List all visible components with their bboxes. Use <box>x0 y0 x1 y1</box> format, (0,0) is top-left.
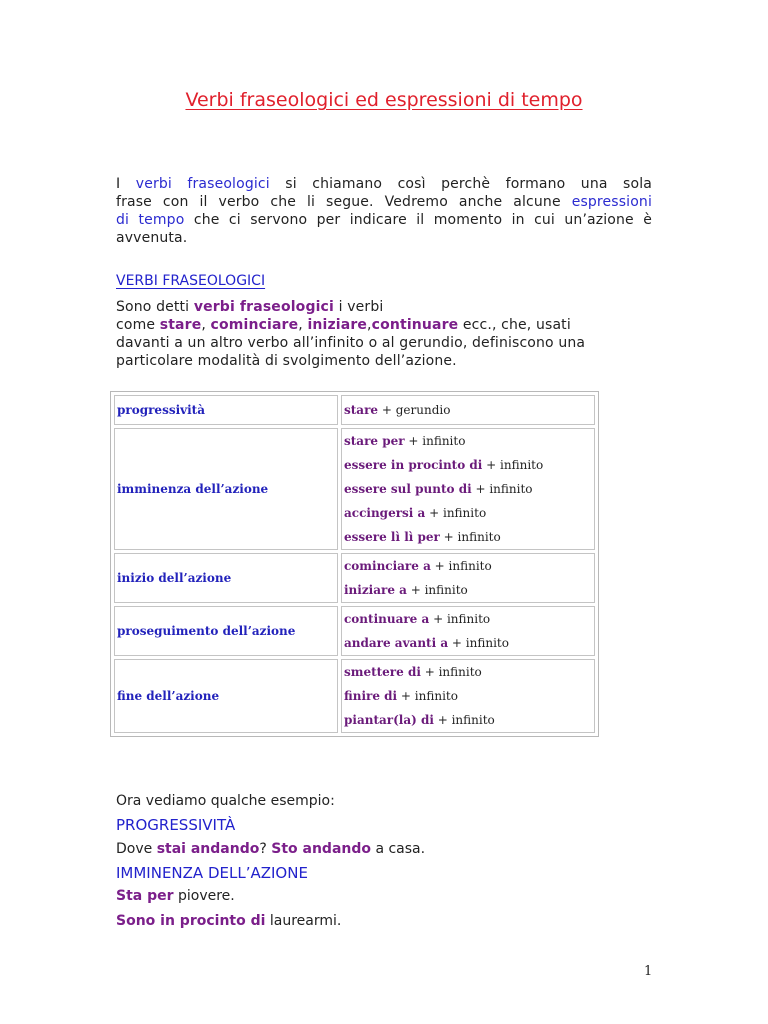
def-line-2 <box>116 316 652 334</box>
verb-entry <box>344 631 592 655</box>
def-text: ecc., che, usati <box>458 317 571 333</box>
example-heading-imminenza: IMMINENZA DELL’AZIONE <box>116 864 308 882</box>
def-text: come <box>116 317 160 333</box>
verb-entry <box>344 501 592 525</box>
verb-iniziare: iniziare <box>307 317 368 333</box>
example-text: ? <box>259 841 272 857</box>
verb-part: piantar(la) di <box>344 713 434 727</box>
row-values <box>341 606 595 656</box>
verb-continuare: continuare <box>371 317 459 333</box>
verb-complement: + infinito <box>482 458 544 472</box>
keyword-di-tempo: di tempo <box>116 212 185 228</box>
verb-complement: + infinito <box>448 636 509 650</box>
verb-entry <box>344 578 592 602</box>
example-sentence-dove <box>116 841 425 857</box>
verb-part: iniziare a <box>344 583 407 597</box>
verb-part: stare <box>344 403 379 417</box>
intro-line-3 <box>116 211 652 229</box>
verb-part: essere lì lì per <box>344 530 440 544</box>
def-line-3: davanti a un altro verbo all’infinito o al gerundio, definiscono una <box>116 335 586 351</box>
row-values <box>341 395 595 425</box>
verb-complement: + infinito <box>404 434 466 448</box>
verb-part: cominciare a <box>344 559 431 573</box>
definition-paragraph <box>116 298 652 370</box>
verb-complement: + infinito <box>420 665 482 679</box>
verb-entry <box>344 708 592 732</box>
row-label: inizio dell’azione <box>114 553 338 603</box>
example-sentence-sta-per <box>116 888 235 904</box>
intro-line-2 <box>116 193 652 211</box>
intro-paragraph <box>116 175 652 247</box>
verb-complement: + infinito <box>429 612 491 626</box>
keyword-verbi-fraseologici: verbi fraseologici <box>135 176 270 192</box>
def-line-1 <box>116 298 652 316</box>
def-text: , <box>298 317 308 333</box>
row-values <box>341 659 595 733</box>
def-text: Sono detti <box>116 299 194 315</box>
verb-complement: + infinito <box>397 689 458 703</box>
intro-line-1 <box>116 175 652 193</box>
intro-text: frase con il verbo che li segue. Vedremo anche alcune <box>116 194 572 210</box>
example-text: Dove <box>116 841 157 857</box>
verb-entry <box>344 453 592 477</box>
verb-entry <box>344 660 592 684</box>
verb-complement: + infinito <box>430 559 492 573</box>
verb-complement: + infinito <box>433 713 495 727</box>
intro-text: che ci servono per indicare il momento in cui un’azione è <box>184 212 652 228</box>
verb-complement: + infinito <box>406 583 468 597</box>
verb-part: finire di <box>344 689 398 703</box>
def-text: , <box>367 317 372 333</box>
intro-line-4: avvenuta. <box>116 230 188 246</box>
example-text: piovere. <box>173 888 235 904</box>
verb-entry <box>344 398 592 422</box>
verb-entry <box>344 429 592 453</box>
example-verb: stai andando <box>156 841 260 857</box>
examples-intro: Ora vediamo qualche esempio: <box>116 793 335 809</box>
verb-entry <box>344 607 592 631</box>
verb-complement: + infinito <box>439 530 501 544</box>
verb-complement: + infinito <box>425 506 487 520</box>
table-row <box>114 606 595 656</box>
example-heading-progressivita: PROGRESSIVITÀ <box>116 816 236 834</box>
verb-part: essere in procinto di <box>344 458 483 472</box>
verb-part: stare per <box>344 434 405 448</box>
verb-entry <box>344 684 592 708</box>
example-verb: Sto andando <box>271 841 371 857</box>
intro-text: I <box>116 176 136 192</box>
row-label: imminenza dell’azione <box>114 428 338 550</box>
example-text: a casa. <box>371 841 426 857</box>
table-row <box>114 553 595 603</box>
verb-entry <box>344 477 592 501</box>
verb-part: smettere di <box>344 665 421 679</box>
row-values <box>341 553 595 603</box>
example-verb: Sono in procinto di <box>116 913 266 929</box>
table-row <box>114 428 595 550</box>
verb-entry <box>344 554 592 578</box>
phraseological-verbs-table <box>110 391 599 737</box>
verb-cominciare: cominciare <box>210 317 299 333</box>
verb-entry <box>344 525 592 549</box>
verb-stare: stare <box>159 317 202 333</box>
row-values <box>341 428 595 550</box>
row-label: progressività <box>114 395 338 425</box>
table-row <box>114 395 595 425</box>
keyword-espressioni: espressioni <box>571 194 652 210</box>
table-row <box>114 659 595 733</box>
verb-part: accingersi a <box>344 506 426 520</box>
verb-complement: + infinito <box>471 482 533 496</box>
page-title: Verbi fraseologici ed espressioni di tempo <box>185 89 583 111</box>
def-text: , <box>201 317 211 333</box>
def-line-4: particolare modalità di svolgimento dell’azione. <box>116 353 457 369</box>
example-sentence-procinto <box>116 913 341 929</box>
row-label: fine dell’azione <box>114 659 338 733</box>
verb-part: continuare a <box>344 612 430 626</box>
verb-complement: + gerundio <box>378 403 451 417</box>
intro-text: si chiamano così perchè formano una sola <box>269 176 652 192</box>
def-text: i verbi <box>333 299 384 315</box>
verb-part: andare avanti a <box>344 636 449 650</box>
keyword-verbi-fraseologici: verbi fraseologici <box>193 299 334 315</box>
verb-part: essere sul punto di <box>344 482 472 496</box>
page-number: 1 <box>644 964 653 979</box>
example-text: laurearmi. <box>265 913 342 929</box>
row-label: proseguimento dell’azione <box>114 606 338 656</box>
section-heading-verbi-fraseologici: VERBI FRASEOLOGICI <box>116 273 266 289</box>
example-verb: Sta per <box>116 888 174 904</box>
